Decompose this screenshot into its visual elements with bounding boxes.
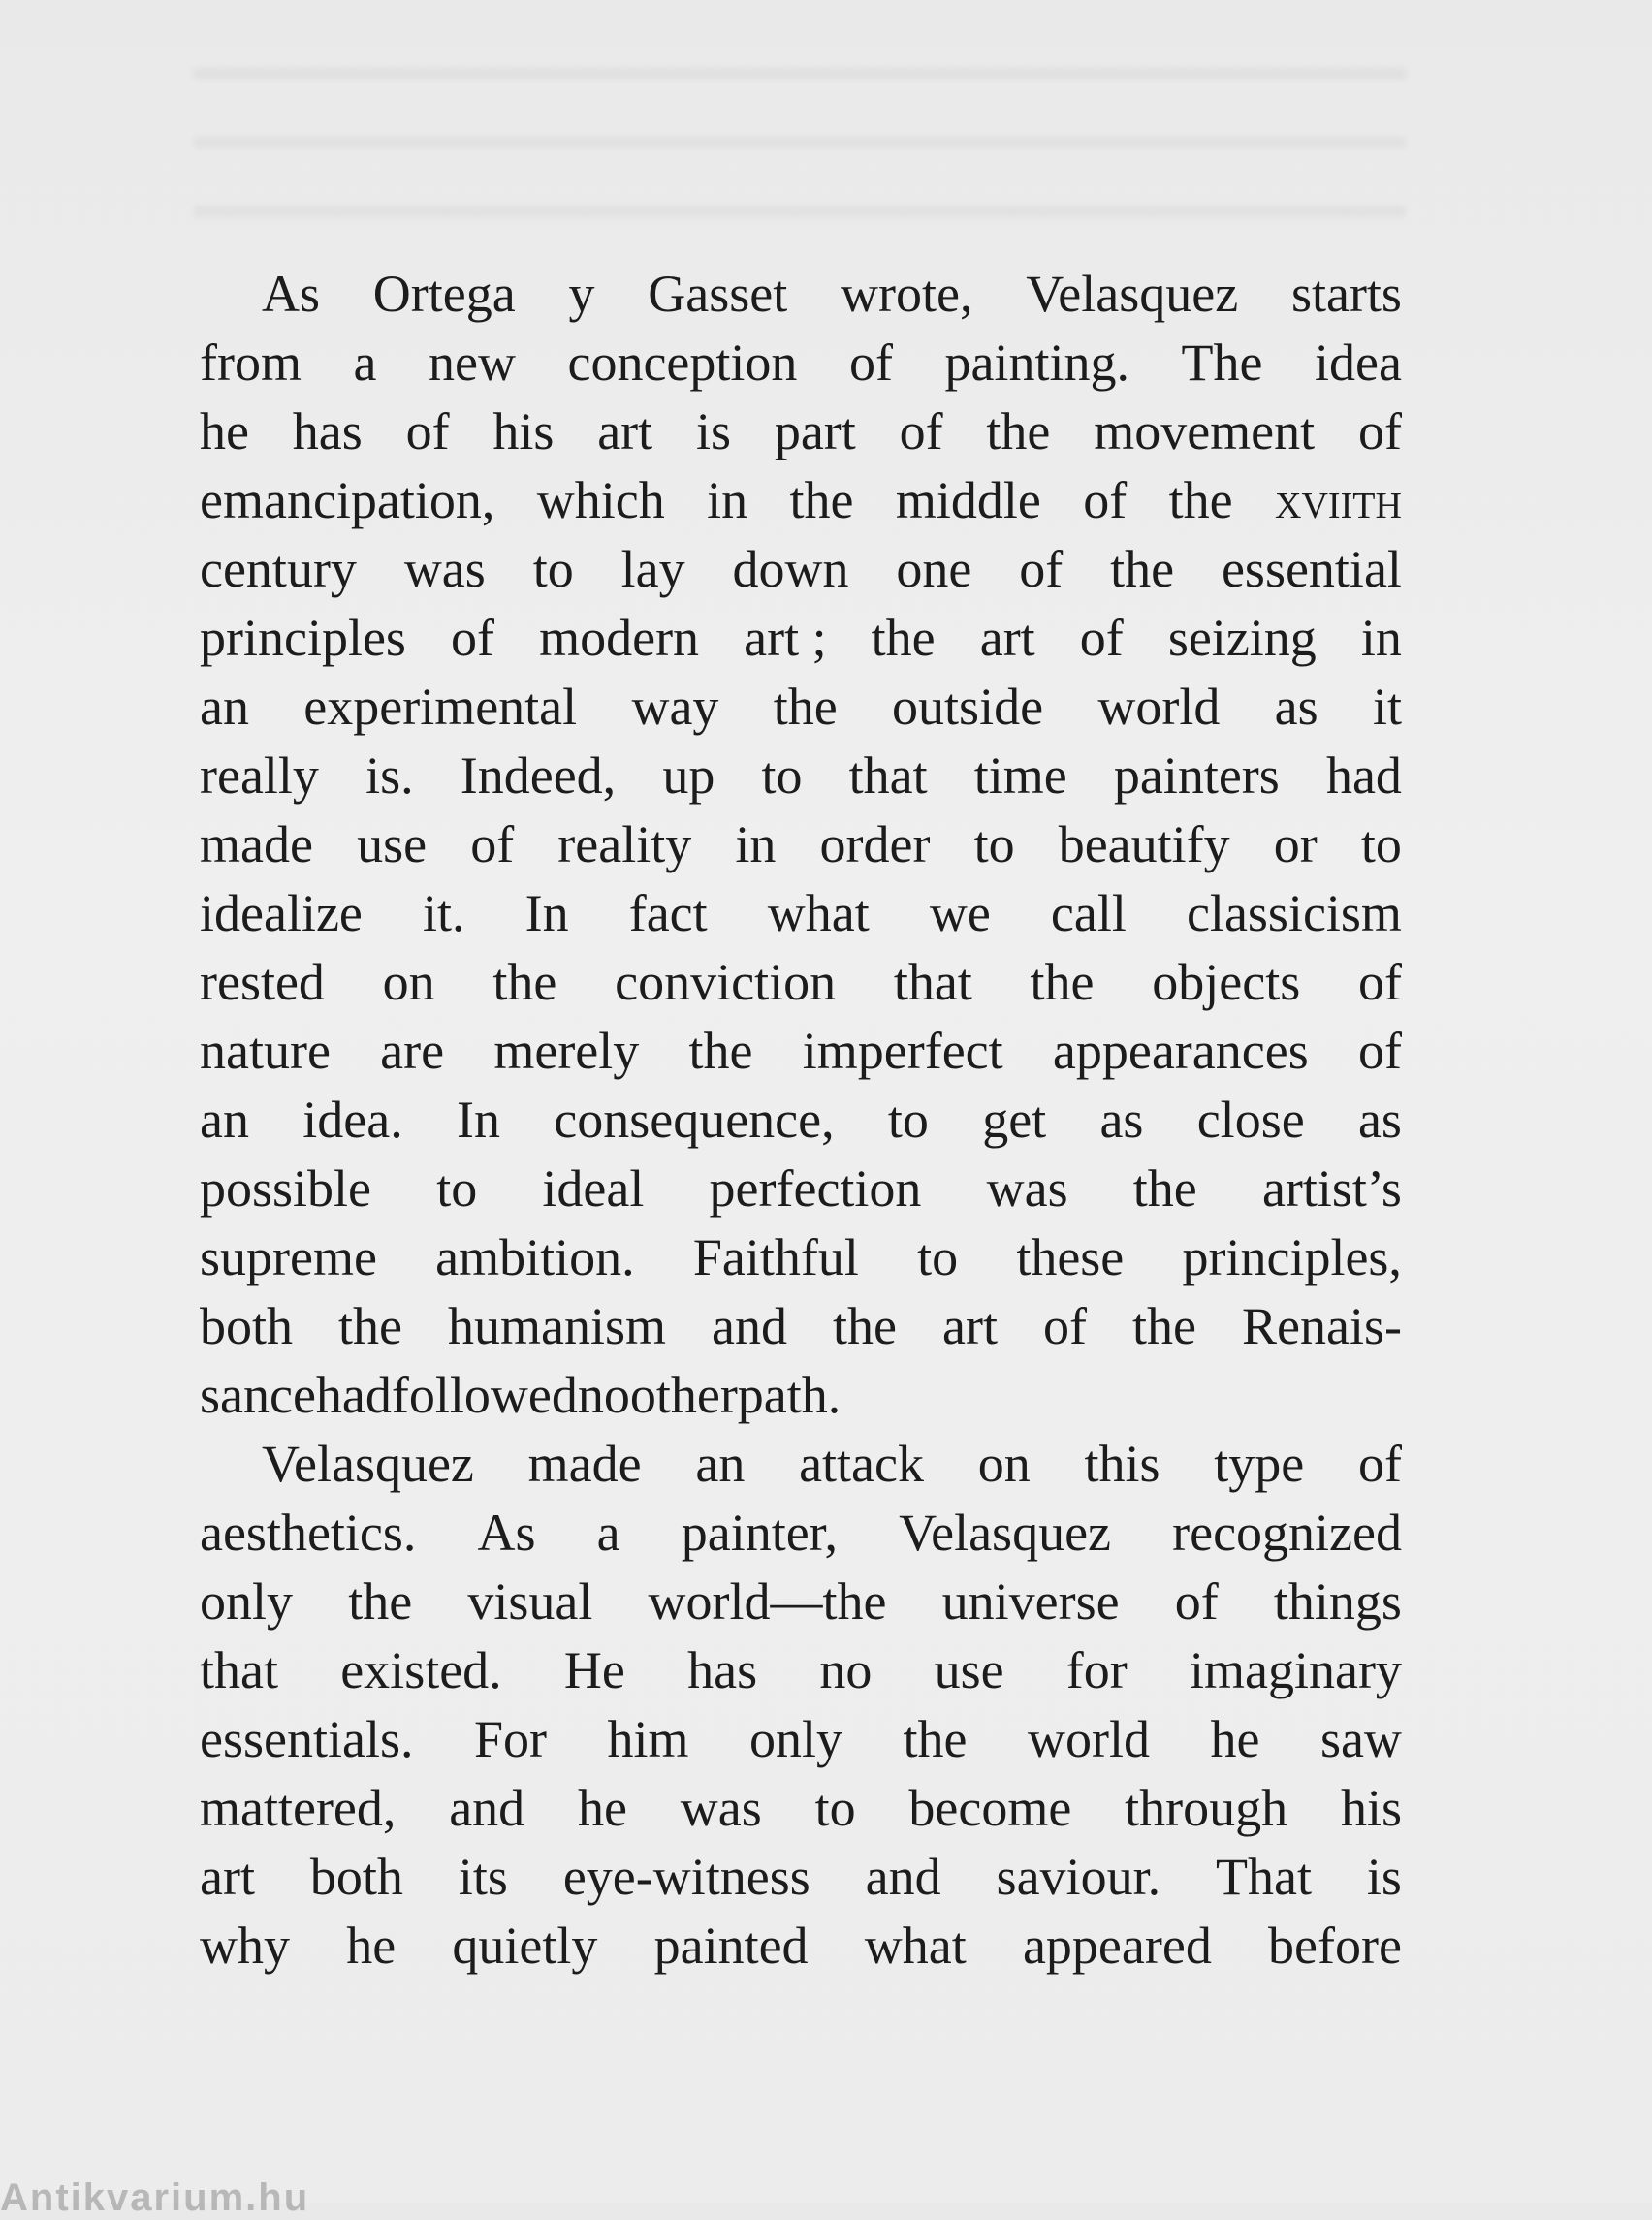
word: art — [597, 402, 653, 460]
word: these — [1016, 1228, 1125, 1286]
text-line — [200, 1705, 1402, 1774]
word: was — [986, 1159, 1068, 1218]
word: he — [1210, 1710, 1260, 1768]
paragraph — [200, 1430, 1402, 1981]
word: an — [695, 1435, 746, 1493]
word: close — [1196, 1091, 1305, 1149]
word: of — [848, 333, 893, 392]
word: of — [470, 815, 515, 873]
word: made — [527, 1435, 642, 1493]
word: idea — [1314, 333, 1402, 392]
word: In — [524, 884, 569, 942]
word: of — [405, 402, 450, 460]
word: painters — [1113, 746, 1280, 805]
word: of — [1357, 953, 1402, 1011]
word: for — [1065, 1641, 1128, 1699]
word: only — [200, 1572, 294, 1631]
word: world — [1028, 1710, 1150, 1768]
word: the — [492, 953, 557, 1011]
text-line — [200, 742, 1402, 810]
word: from — [200, 333, 302, 392]
word: painter, — [681, 1504, 838, 1562]
word: Velasquez — [1026, 265, 1239, 323]
text-line — [200, 1636, 1402, 1705]
word: his — [492, 402, 555, 460]
word: the — [773, 678, 838, 736]
text-line — [200, 1430, 1402, 1499]
word: to — [814, 1779, 856, 1837]
word: which — [536, 471, 665, 529]
word: As — [262, 265, 321, 323]
word: of — [1083, 471, 1128, 529]
word: we — [929, 884, 991, 942]
word: really — [200, 746, 319, 805]
word: has — [292, 402, 363, 460]
word: lay — [620, 540, 685, 598]
word: eye-witness — [562, 1848, 810, 1906]
word: or — [1273, 815, 1318, 873]
word: conviction — [615, 953, 837, 1011]
word: had — [1325, 746, 1402, 805]
word: art — [979, 609, 1035, 667]
word: as — [1357, 1091, 1402, 1149]
word: the — [338, 1297, 403, 1355]
word: as — [1274, 678, 1318, 736]
text-line — [200, 604, 1402, 673]
word: saviour. — [996, 1848, 1161, 1906]
word: Renais- — [1242, 1297, 1402, 1355]
word: in — [735, 815, 777, 873]
text-line — [200, 1499, 1402, 1568]
word: of — [1174, 1572, 1219, 1631]
word: objects — [1152, 953, 1301, 1011]
word: a — [596, 1504, 620, 1562]
word: the — [986, 402, 1051, 460]
word: is. — [365, 746, 414, 805]
word: quietly — [452, 1917, 598, 1975]
word: modern — [539, 609, 700, 667]
word: is — [695, 402, 732, 460]
word: world—the — [648, 1572, 887, 1631]
word: imperfect — [802, 1022, 1003, 1080]
word: beautify — [1058, 815, 1230, 873]
text-line — [200, 535, 1402, 604]
word: other — [629, 1366, 738, 1424]
word: an — [200, 678, 249, 736]
word: an — [200, 1091, 249, 1149]
word: art — [942, 1297, 998, 1355]
word: rested — [200, 953, 325, 1011]
word: order — [819, 815, 931, 873]
word: of — [1079, 609, 1124, 667]
text-line — [200, 1912, 1402, 1981]
word: He — [563, 1641, 625, 1699]
word: as — [1099, 1091, 1144, 1149]
word: y — [568, 265, 595, 323]
word: it — [1372, 678, 1402, 736]
word: path. — [737, 1366, 842, 1424]
word: essentials. — [200, 1710, 414, 1768]
word: Ortega — [372, 265, 516, 323]
word: the — [871, 609, 936, 667]
word: For — [473, 1710, 547, 1768]
word: call — [1050, 884, 1127, 942]
word: experimental — [303, 678, 578, 736]
word: attack — [799, 1435, 924, 1493]
word: Faithful — [692, 1228, 859, 1286]
word: to — [917, 1228, 959, 1286]
word: saw — [1319, 1710, 1402, 1768]
word: to — [973, 815, 1015, 873]
word: mattered, — [200, 1779, 397, 1837]
word: way — [631, 678, 719, 736]
word: consequence, — [554, 1091, 835, 1149]
word: classicism — [1186, 884, 1402, 942]
word: to — [887, 1091, 929, 1149]
word: up — [662, 746, 715, 805]
word: on — [382, 953, 435, 1011]
word: sance — [200, 1366, 316, 1424]
word: no — [819, 1641, 873, 1699]
word: of — [1357, 402, 1402, 460]
word: Velasquez — [899, 1504, 1112, 1562]
word: fact — [628, 884, 708, 942]
word: principles, — [1182, 1228, 1402, 1286]
word: he — [578, 1779, 627, 1837]
word: things — [1273, 1572, 1402, 1631]
text-line — [200, 466, 1402, 535]
word: part — [774, 402, 856, 460]
text-line — [200, 1361, 1402, 1430]
word: the — [1132, 1159, 1197, 1218]
word: The — [1181, 333, 1263, 392]
word: use — [357, 815, 428, 873]
word: the — [1132, 1297, 1196, 1355]
bleed-through-text — [194, 19, 1406, 233]
word: what — [767, 884, 870, 942]
text-line — [200, 1017, 1402, 1086]
word: to — [532, 540, 574, 598]
word: of — [451, 609, 495, 667]
word: aesthetics. — [200, 1504, 417, 1562]
word: both — [200, 1297, 294, 1355]
word: only — [749, 1710, 843, 1768]
word: was — [403, 540, 486, 598]
word: visual — [467, 1572, 593, 1631]
word: both — [309, 1848, 403, 1906]
text-line — [200, 397, 1402, 466]
word: to — [761, 746, 803, 805]
word: Velasquez — [262, 1435, 474, 1493]
word: to — [436, 1159, 478, 1218]
word: middle — [895, 471, 1041, 529]
word: universe — [941, 1572, 1120, 1631]
word: get — [982, 1091, 1047, 1149]
word: perfection — [709, 1159, 922, 1218]
paragraph — [200, 260, 1402, 1430]
word: his — [1340, 1779, 1402, 1837]
word: the — [833, 1297, 898, 1355]
word: of — [1043, 1297, 1087, 1355]
text-line — [200, 1774, 1402, 1843]
word: the — [348, 1572, 413, 1631]
word: of — [899, 402, 943, 460]
word: ambition. — [435, 1228, 635, 1286]
watermark: Antikvarium.hu — [0, 2176, 310, 2219]
word: seizing — [1167, 609, 1317, 667]
word: As — [477, 1504, 536, 1562]
word: new — [429, 333, 516, 392]
word: painting. — [944, 333, 1129, 392]
text-line — [200, 1086, 1402, 1155]
word: down — [732, 540, 849, 598]
word: had — [315, 1366, 392, 1424]
word: existed. — [340, 1641, 502, 1699]
text-line — [200, 1155, 1402, 1223]
word: the — [1030, 953, 1095, 1011]
word: use — [934, 1641, 1004, 1699]
word: to — [1360, 815, 1402, 873]
word: no — [577, 1366, 630, 1424]
text-line — [200, 673, 1402, 742]
word: humanism — [448, 1297, 667, 1355]
word: Indeed, — [460, 746, 617, 805]
word: has — [687, 1641, 758, 1699]
word: art ; — [744, 609, 827, 667]
word: world — [1097, 678, 1221, 736]
word: it. — [423, 884, 465, 942]
word: supreme — [200, 1228, 377, 1286]
word: and — [865, 1848, 941, 1906]
text-line — [200, 1292, 1402, 1361]
word: century — [200, 540, 357, 598]
word: appearances — [1052, 1022, 1309, 1080]
word: what — [864, 1917, 967, 1975]
word: painted — [653, 1917, 809, 1975]
word: are — [380, 1022, 445, 1080]
word: made — [200, 815, 313, 873]
word: idea. — [302, 1091, 403, 1149]
word: followed — [391, 1366, 578, 1424]
text-line — [200, 1568, 1402, 1636]
word: art — [200, 1848, 255, 1906]
word: artist’s — [1261, 1159, 1402, 1218]
text-line — [200, 1223, 1402, 1292]
word: the — [688, 1022, 753, 1080]
word: outside — [892, 678, 1044, 736]
word: wrote, — [841, 265, 973, 323]
word: and — [712, 1297, 788, 1355]
word: principles — [200, 609, 406, 667]
word: he — [346, 1917, 397, 1975]
word: become — [908, 1779, 1072, 1837]
word: a — [353, 333, 377, 392]
word: was — [680, 1779, 762, 1837]
text-line — [200, 948, 1402, 1017]
text-line — [200, 329, 1402, 397]
word: through — [1125, 1779, 1288, 1837]
word: its — [458, 1848, 508, 1906]
word: starts — [1290, 265, 1402, 323]
word: on — [977, 1435, 1031, 1493]
word: in — [1360, 609, 1402, 667]
word: of — [1358, 1435, 1402, 1493]
word: of — [1357, 1022, 1402, 1080]
word: that — [893, 953, 972, 1011]
text-line — [200, 879, 1402, 948]
word: In — [456, 1091, 500, 1149]
word: and — [449, 1779, 525, 1837]
text-line — [200, 810, 1402, 879]
word: That — [1216, 1848, 1312, 1906]
word: him — [607, 1710, 689, 1768]
word: appeared — [1022, 1917, 1212, 1975]
word: idealize — [200, 884, 363, 942]
text-line — [200, 260, 1402, 329]
word: the — [789, 471, 854, 529]
word: possible — [200, 1159, 372, 1218]
word: in — [707, 471, 748, 529]
word: this — [1084, 1435, 1160, 1493]
word: Gasset — [648, 265, 788, 323]
word: essential — [1221, 540, 1402, 598]
word: time — [973, 746, 1067, 805]
word: type — [1214, 1435, 1305, 1493]
word: recognized — [1172, 1504, 1402, 1562]
word: merely — [493, 1022, 640, 1080]
body-text — [200, 260, 1402, 1981]
word: emancipation, — [200, 471, 495, 529]
word: of — [1019, 540, 1064, 598]
word: that — [200, 1641, 278, 1699]
word: he — [200, 402, 249, 460]
word: movement — [1094, 402, 1316, 460]
word: that — [848, 746, 928, 805]
word: reality — [557, 815, 692, 873]
word: is — [1366, 1848, 1402, 1906]
word: nature — [200, 1022, 331, 1080]
text-line — [200, 1843, 1402, 1912]
word: ideal — [542, 1159, 645, 1218]
word: the — [1110, 540, 1175, 598]
word: xviith — [1275, 471, 1402, 529]
word: why — [200, 1917, 290, 1975]
word: imaginary — [1190, 1641, 1402, 1699]
word: conception — [567, 333, 798, 392]
word: before — [1268, 1917, 1402, 1975]
word: the — [1168, 471, 1233, 529]
word: one — [896, 540, 972, 598]
word: the — [903, 1710, 968, 1768]
